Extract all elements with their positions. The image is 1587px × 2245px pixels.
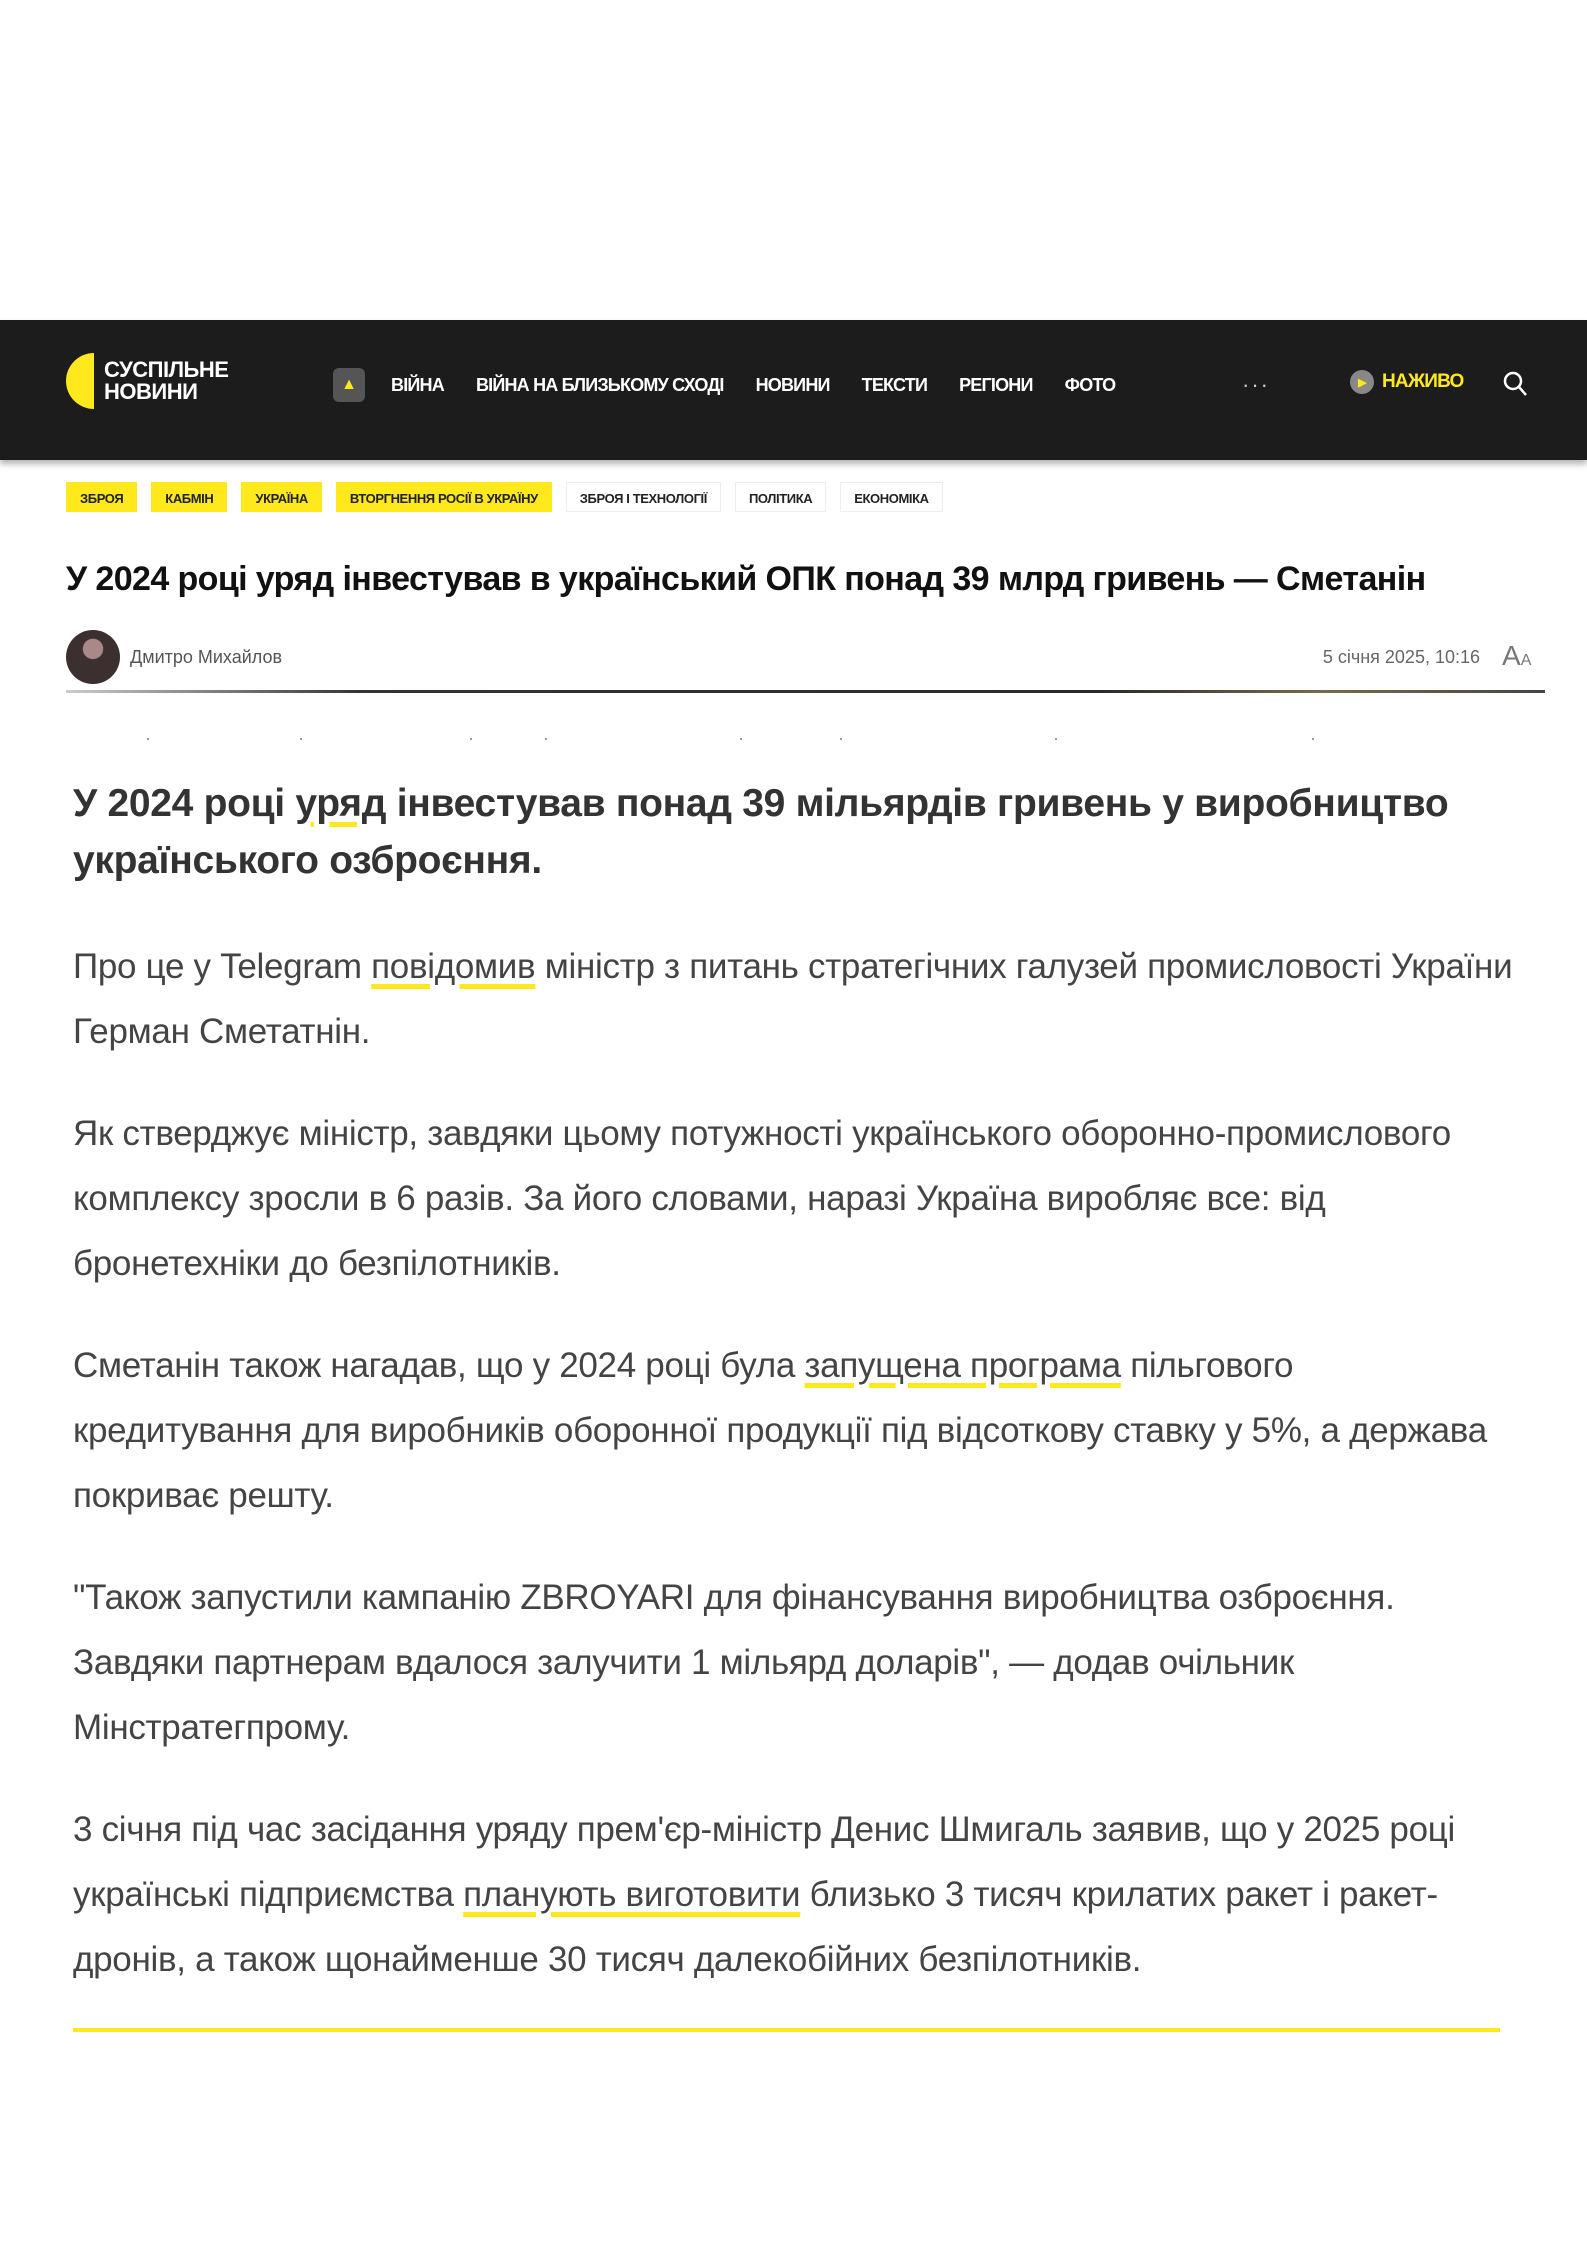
article-lead: У 2024 році уряд інвестував понад 39 мільярдів гривень у виробництво українського озброєння. xyxy=(73,782,1449,882)
paragraph: 3 січня під час засідання уряду прем'єр-міністр Денис Шмигаль заявив, що у 2025 році українські підприємства планують виготовити близько 3 тисяч крилатих ракет і ракет-дронів, а також щонайменше 30 тисяч далекобійних безпілотників. xyxy=(73,1810,1455,1979)
publish-date: 5 січня 2025, 10:16 xyxy=(1322,647,1480,667)
link-povidomyv[interactable]: повідомив xyxy=(371,947,536,986)
nav-war[interactable]: ВІЙНА xyxy=(391,374,444,395)
more-menu-button[interactable]: ··· xyxy=(1242,372,1270,397)
tag[interactable]: УКРАЇНА xyxy=(241,482,322,512)
tag[interactable]: ПОЛІТИКА xyxy=(735,482,826,512)
tag[interactable]: ЕКОНОМІКА xyxy=(840,482,942,512)
paragraph: Сметанін також нагадав, що у 2024 році була запущена програма пільгового кредитування для виробників оборонної продукції під відсоткову ставку у 5%, а держава покриває решту. xyxy=(73,1346,1487,1515)
tag[interactable]: КАБМІН xyxy=(151,482,227,512)
avatar xyxy=(66,630,120,684)
nav-photo[interactable]: ФОТО xyxy=(1064,374,1116,395)
top-navigation xyxy=(0,320,1587,460)
font-size-icon[interactable]: AA xyxy=(1502,640,1532,671)
nav-regions[interactable]: РЕГІОНИ xyxy=(959,374,1033,395)
logo-mark-icon xyxy=(66,353,94,409)
logo-line-2: НОВИНИ xyxy=(104,379,198,404)
logo[interactable] xyxy=(66,353,228,409)
nav-middle-east[interactable]: ВІЙНА НА БЛИЗЬКОМУ СХОДІ xyxy=(475,374,724,395)
tag[interactable]: ВТОРГНЕННЯ РОСІЇ В УКРАЇНУ xyxy=(336,482,552,512)
link-plan[interactable]: планують виготовити xyxy=(463,1875,801,1914)
article-body xyxy=(73,775,1513,2029)
live-button[interactable] xyxy=(1350,370,1464,394)
tag[interactable]: ЗБРОЯ xyxy=(66,482,137,512)
tag-list xyxy=(66,482,943,512)
paragraph: Як стверджує міністр, завдяки цьому потужності українського оборонно-промислового комплексу зросли в 6 разів. За його словами, наразі Україна виробляє все: від бронетехніки до безпілотників. xyxy=(73,1114,1451,1283)
dots-divider xyxy=(0,738,1587,742)
tag[interactable]: ЗБРОЯ І ТЕХНОЛОГІЇ xyxy=(566,482,721,512)
live-label: НАЖИВО xyxy=(1382,371,1464,392)
paragraph: "Також запустили кампанію ZBROYARI для фінансування виробництва озброєння. Завдяки партнерам вдалося залучити 1 мільярд доларів", — додав очільник Мінстратегпрому. xyxy=(73,1578,1395,1747)
link-program[interactable]: запущена програма xyxy=(804,1346,1121,1385)
alert-icon[interactable]: ▲ xyxy=(333,368,365,402)
search-icon[interactable] xyxy=(1502,370,1528,398)
link-uriad[interactable]: уряд xyxy=(295,782,387,825)
paragraph: Про це у Telegram повідомив міністр з питань стратегічних галузей промисловості України Герман Сметатнін. xyxy=(73,947,1513,1051)
nav-texts[interactable]: ТЕКСТИ xyxy=(861,374,928,395)
article-title: У 2024 році уряд інвестував в український ОПК понад 39 млрд гривень — Сметанін xyxy=(66,560,1426,598)
logo-line-1: СУСПІЛЬНЕ xyxy=(104,357,229,382)
author[interactable] xyxy=(66,630,282,684)
header-image-edge xyxy=(66,690,1545,693)
nav-news[interactable]: НОВИНИ xyxy=(755,374,830,395)
article-end-divider xyxy=(73,2028,1500,2032)
author-name[interactable]: Дмитро Михайлов xyxy=(130,646,283,667)
play-icon: ▶ xyxy=(1350,370,1374,394)
